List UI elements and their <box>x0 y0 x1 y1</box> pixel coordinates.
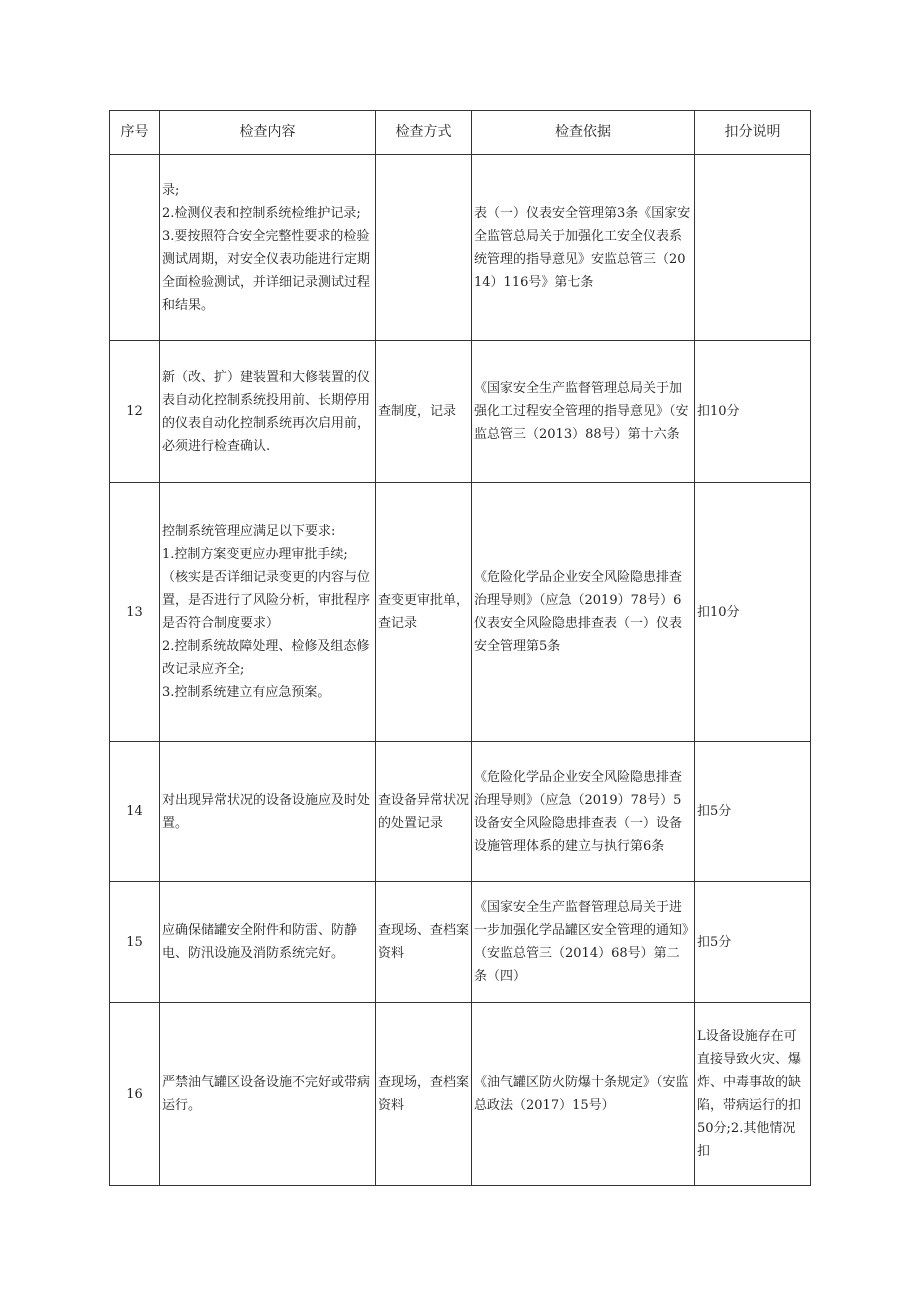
row-no: 16 <box>110 1003 160 1186</box>
row-basis: 《危险化学品企业安全风险隐患排查治理导则》（应急（2019）78号）6仪表安全风险隐患排查表（一）仪表安全管理第5条 <box>472 483 695 742</box>
row-deduct: 扣10分 <box>695 483 811 742</box>
header-method: 检查方式 <box>376 111 472 155</box>
row-method: 查现场、查档案资料 <box>376 882 472 1003</box>
row-deduct <box>695 155 811 341</box>
content-line: 应确保储罐安全附件和防雷、防静电、防汛设施及消防系统完好。 <box>162 923 358 961</box>
content-line: 对出现异常状况的设备设施应及时处置。 <box>162 792 371 831</box>
row-deduct: 扣5分 <box>695 742 811 882</box>
table-row <box>110 1003 811 1186</box>
row-method: 查制度，记录 <box>376 341 472 483</box>
header-content: 检查内容 <box>160 111 376 155</box>
content-line: 控制系统管理应满足以下要求: <box>162 524 336 539</box>
header-deduct: 扣分说明 <box>695 111 811 155</box>
row-content <box>160 155 376 341</box>
content-line: 3.控制系统建立有应急预案。 <box>162 685 331 700</box>
table-row <box>110 483 811 742</box>
row-basis: 表（一）仪表安全管理第3条《国家安全监管总局关于加强化工安全仪表系统管理的指导意见》安监总管三（2014）116号》第七条 <box>472 155 695 341</box>
row-basis: 《油气罐区防火防爆十条规定》（安监总政法（2017）15号） <box>472 1003 695 1186</box>
row-basis: 《危险化学品企业安全风险隐患排查治理导则》（应急（2019）78号）5设备安全风险隐患排查表（一）设备设施管理体系的建立与执行第6条 <box>472 742 695 882</box>
row-no: 13 <box>110 483 160 742</box>
row-content <box>160 882 376 1003</box>
content-line: 新（改、扩）建装置和大修装置的仪表自动化控制系统投用前、长期停用的仪表自动化控制系统再次启用前，必须进行检查确认. <box>162 369 371 454</box>
row-method <box>376 155 472 341</box>
row-method: 查设备异常状况的处置记录 <box>376 742 472 882</box>
row-method: 查现场，查档案资料 <box>376 1003 472 1186</box>
row-content <box>160 483 376 742</box>
content-line: 2.检测仪表和控制系统检维护记录; <box>162 205 361 221</box>
header-basis: 检查依据 <box>472 111 695 155</box>
row-content <box>160 1003 376 1186</box>
row-basis: 《国家安全生产监督管理总局关于加强化工过程安全管理的指导意见》（安监总管三（2013）88号）第十六条 <box>472 341 695 483</box>
row-deduct: 扣10分 <box>695 341 811 483</box>
header-row <box>110 111 811 155</box>
content-line: 3.要按照符合安全完整性要求的检验测试周期，对安全仪表功能进行定期全面检验测试，并详细记录测试过程和结果。 <box>162 228 371 313</box>
header-no: 序号 <box>110 111 160 155</box>
table-row <box>110 882 811 1003</box>
content-line: 录; <box>162 182 180 198</box>
table-row <box>110 341 811 483</box>
row-no: 14 <box>110 742 160 882</box>
row-content <box>160 341 376 483</box>
row-basis: 《国家安全生产监督管理总局关于进一步加强化学品罐区安全管理的通知》（安监总管三（2014）68号）第二条（四） <box>472 882 695 1003</box>
row-content <box>160 742 376 882</box>
row-no: 12 <box>110 341 160 483</box>
row-method: 查变更审批单，查记录 <box>376 483 472 742</box>
row-deduct: 扣5分 <box>695 882 811 1003</box>
row-no: 15 <box>110 882 160 1003</box>
table-row <box>110 155 811 341</box>
content-line: 2.控制系统故障处理、检修及组态修改记录应齐全; <box>162 639 370 677</box>
row-deduct: L设备设施存在可直接导致火灾、爆炸、中毒事故的缺陷，带病运行的扣50分;2.其他情况扣 <box>695 1003 811 1186</box>
content-line: 1.控制方案变更应办理审批手续;（核实是否详细记录变更的内容与位置，是否进行了风险分析，审批程序是否符合制度要求） <box>162 547 371 631</box>
row-no <box>110 155 160 341</box>
table-row <box>110 742 811 882</box>
inspection-table <box>109 110 811 1186</box>
content-line: 严禁油气罐区设备设施不完好或带病运行。 <box>162 1075 371 1113</box>
